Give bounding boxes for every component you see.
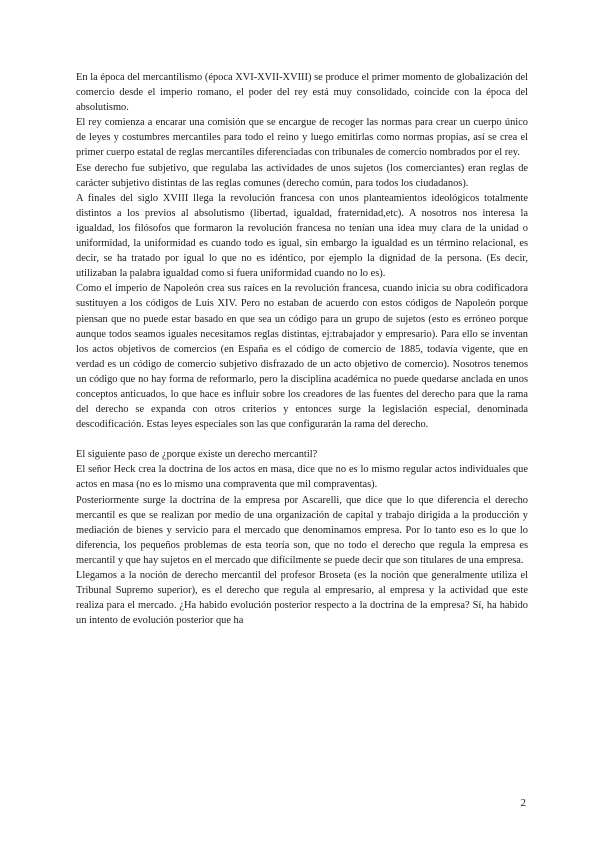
page-number: 2 xyxy=(520,797,526,809)
paragraph-siguiente-paso: El siguiente paso de ¿porque existe un derecho mercantil? xyxy=(76,449,318,461)
paragraph-derecho-subjetivo: Ese derecho fue subjetivo, que regulaba las actividades de unos sujetos (los comerciantes) eran reglas de carácter subjetivo distintas de las reglas comunes (derecho común, para todos los ciudadanos). xyxy=(76,162,528,189)
paragraph-heck: El señor Heck crea la doctrina de los actos en masa, dice que no es lo mismo regular actos individuales que actos en masa (no es lo mismo una compraventa que mil compraventas). xyxy=(76,464,528,491)
body-text xyxy=(76,70,528,628)
paragraph-gap xyxy=(76,432,528,447)
paragraph-mercantilismo: En la época del mercantilismo (época XVI-XVII-XVIII) se produce el primer momento de globalización del comercio desde el imperio romano, el poder del rey está muy consolidado, coincide con la época del absolutismo. xyxy=(76,72,528,114)
paragraph-broseta: Llegamos a la noción de derecho mercantil del profesor Broseta (es la noción que generalmente utiliza el Tribunal Supremo superior), es el derecho que regula al empresario, al empresa y la actividad que este realiza para el mercado. ¿Ha habido evolución posterior respecto a la doctrina de la empresa? Sí, ha habido un intento de evolución posterior que ha xyxy=(76,570,528,627)
paragraph-napoleon: Como el imperio de Napoleón crea sus raíces en la revolución francesa, cuando inicia su obra codificadora sustituyen a los códigos de Luis XIV. Pero no estaban de acuerdo con estos códigos de Napoleón porque piensan que no puede estar basado en que sea un código para un grupo de sujetos (esto es erróneo porque aunque todos seamos iguales necesitamos reglas distintas, ej:trabajador y empresario). Para ello se inventan los actos objetivos de comercios (en España es el código de comercio de 1885, todavía vigente, que en verdad es un código de comercio subjetivo disfrazado de un acto objetivo de comercio). Nosotros tenemos un código que no hay forma de reformarlo, pero la disciplina académica no puede quedarse anclada en unos conceptos anticuados, lo que hace es influir sobre los creadores de las fuentes del derecho para que la rama del derecho se expanda con otros criterios y entonces surge la legislación especial, denominada descodificación. Estas leyes especiales son las que configurarán la rama del derecho. xyxy=(76,283,528,431)
paragraph-comision-rey: El rey comienza a encarar una comisión que se encargue de recoger las normas para crear un cuerpo único de leyes y costumbres mercantiles para todo el reino y luego emitirlas como normas propias, así se crea el primer cuerpo estatal de reglas mercantiles diferenciadas con tribunales de comercio nombrados por el rey. xyxy=(76,117,528,159)
paragraph-ascarelli: Posteriormente surge la doctrina de la empresa por Ascarelli, que dice que lo que diferencia el derecho mercantil es que se realizan por medio de una organización de capital y trabajo dirigida a la producción y mediación de bienes y servicio para el mercado que denominamos empresa. Por lo tanto eso es lo que lo diferencia, los pequeños problemas de esta teoría son, que no todo el derecho que regula la empresa es mercantil y que hay sujetos en el mercado que difícilmente se puede decir que son titulares de una empresa. xyxy=(76,494,528,566)
paragraph-revolucion-francesa: A finales del siglo XVIII llega la revolución francesa con unos planteamientos ideológicos totalmente distintos a los previos al absolutismo (libertad, igualdad, fraternidad,etc). A nosotros nos interesa la igualdad, los filósofos que formaron la revolución francesa no tenían una idea muy clara de la unidad o uniformidad, la uniformidad es cuando todo es igual, sin embargo la igualdad es un término relacional, es decir, se ha tratado por igual lo que no es idéntico, por ejemplo la dignidad de la persona. (Es decir, utilizaban la palabra igualdad como si fuera uniformidad cuando no lo es). xyxy=(76,192,528,280)
